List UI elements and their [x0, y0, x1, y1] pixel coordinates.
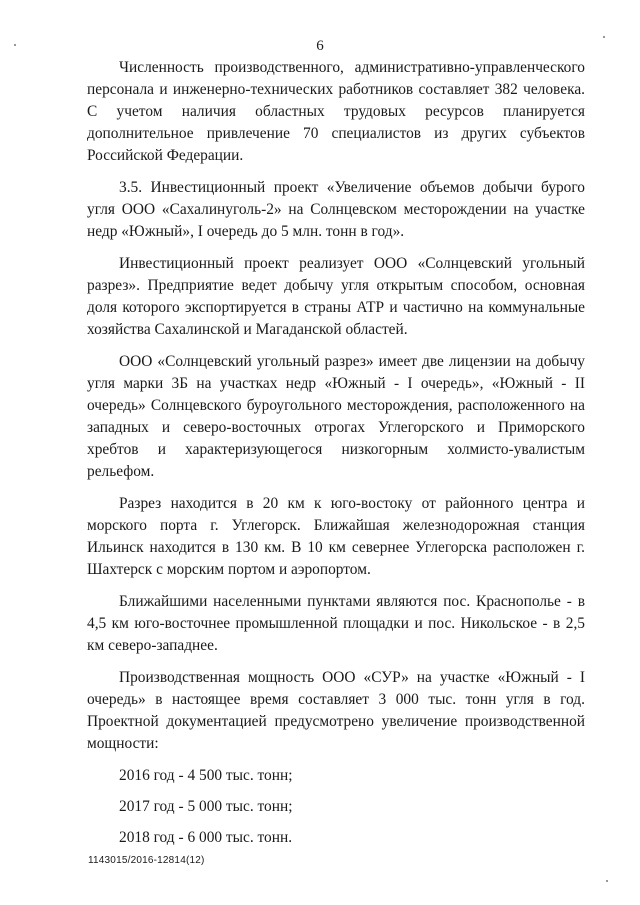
paragraph-staffing: Численность производственного, административно-управленческого персонала и инженерно-технических работников составляет 382 человека. С учетом наличия областных трудовых ресурсов планируется дополнительное привлечение 70 специалистов из других субъектов Российской Федерации.	[87, 59, 585, 164]
document-code: 1143015/2016-12814(12)	[88, 855, 205, 866]
paragraph-settlements: Ближайшими населенными пунктами являются пос. Краснополье - в 4,5 км юго-восточнее промышленной площадки и пос. Никольское - в 2,5 км северо-западнее.	[87, 593, 585, 654]
page-number: 6	[316, 38, 324, 54]
list-item-2016: 2016 год - 4 500 тыс. тонн;	[119, 767, 293, 784]
paragraph-licenses: ООО «Солнцевский угольный разрез» имеет две лицензии на добычу угля марки 3Б на участках недр «Южный - I очередь», «Южный - II очередь» Солнцевского буроугольного месторождения, расположенного на западных и северо-восточных отрогах Углегорского и Приморского хребтов и характеризующегося низкогорным холмисто-увалистым рельефом.	[87, 353, 585, 480]
scan-speck	[603, 36, 605, 38]
paragraph-project-operator: Инвестиционный проект реализует ООО «Солнцевский угольный разрез». Предприятие ведет добычу угля открытым способом, основная доля которого экспортируется в страны АТР и частично на коммунальные хозяйства Сахалинской и Магаданской областей.	[87, 255, 585, 338]
scan-speck	[606, 880, 608, 882]
list-item-2017: 2017 год - 5 000 тыс. тонн;	[119, 798, 293, 815]
list-item-2018: 2018 год - 6 000 тыс. тонн.	[119, 829, 293, 846]
paragraph-project-title: 3.5. Инвестиционный проект «Увеличение объемов добычи бурого угля ООО «Сахалинуголь-2» на Солнцевском месторождении на участке недр «Южный», I очередь до 5 млн. тонн в год».	[87, 179, 585, 240]
body-text	[87, 57, 585, 858]
paragraph-location: Разрез находится в 20 км к юго-востоку от районного центра и морского порта г. Углегорск. Ближайшая железнодорожная станция Ильинск находится в 130 км. В 10 км севернее Углегорска расположен г. Шахтерск с морским портом и аэропортом.	[87, 495, 585, 578]
paragraph-capacity: Производственная мощность ООО «СУР» на участке «Южный - I очередь» в настоящее время составляет 3 000 тыс. тонн угля в год. Проектной документацией предусмотрено увеличение производственной мощности:	[87, 669, 585, 752]
scan-speck	[14, 44, 16, 46]
